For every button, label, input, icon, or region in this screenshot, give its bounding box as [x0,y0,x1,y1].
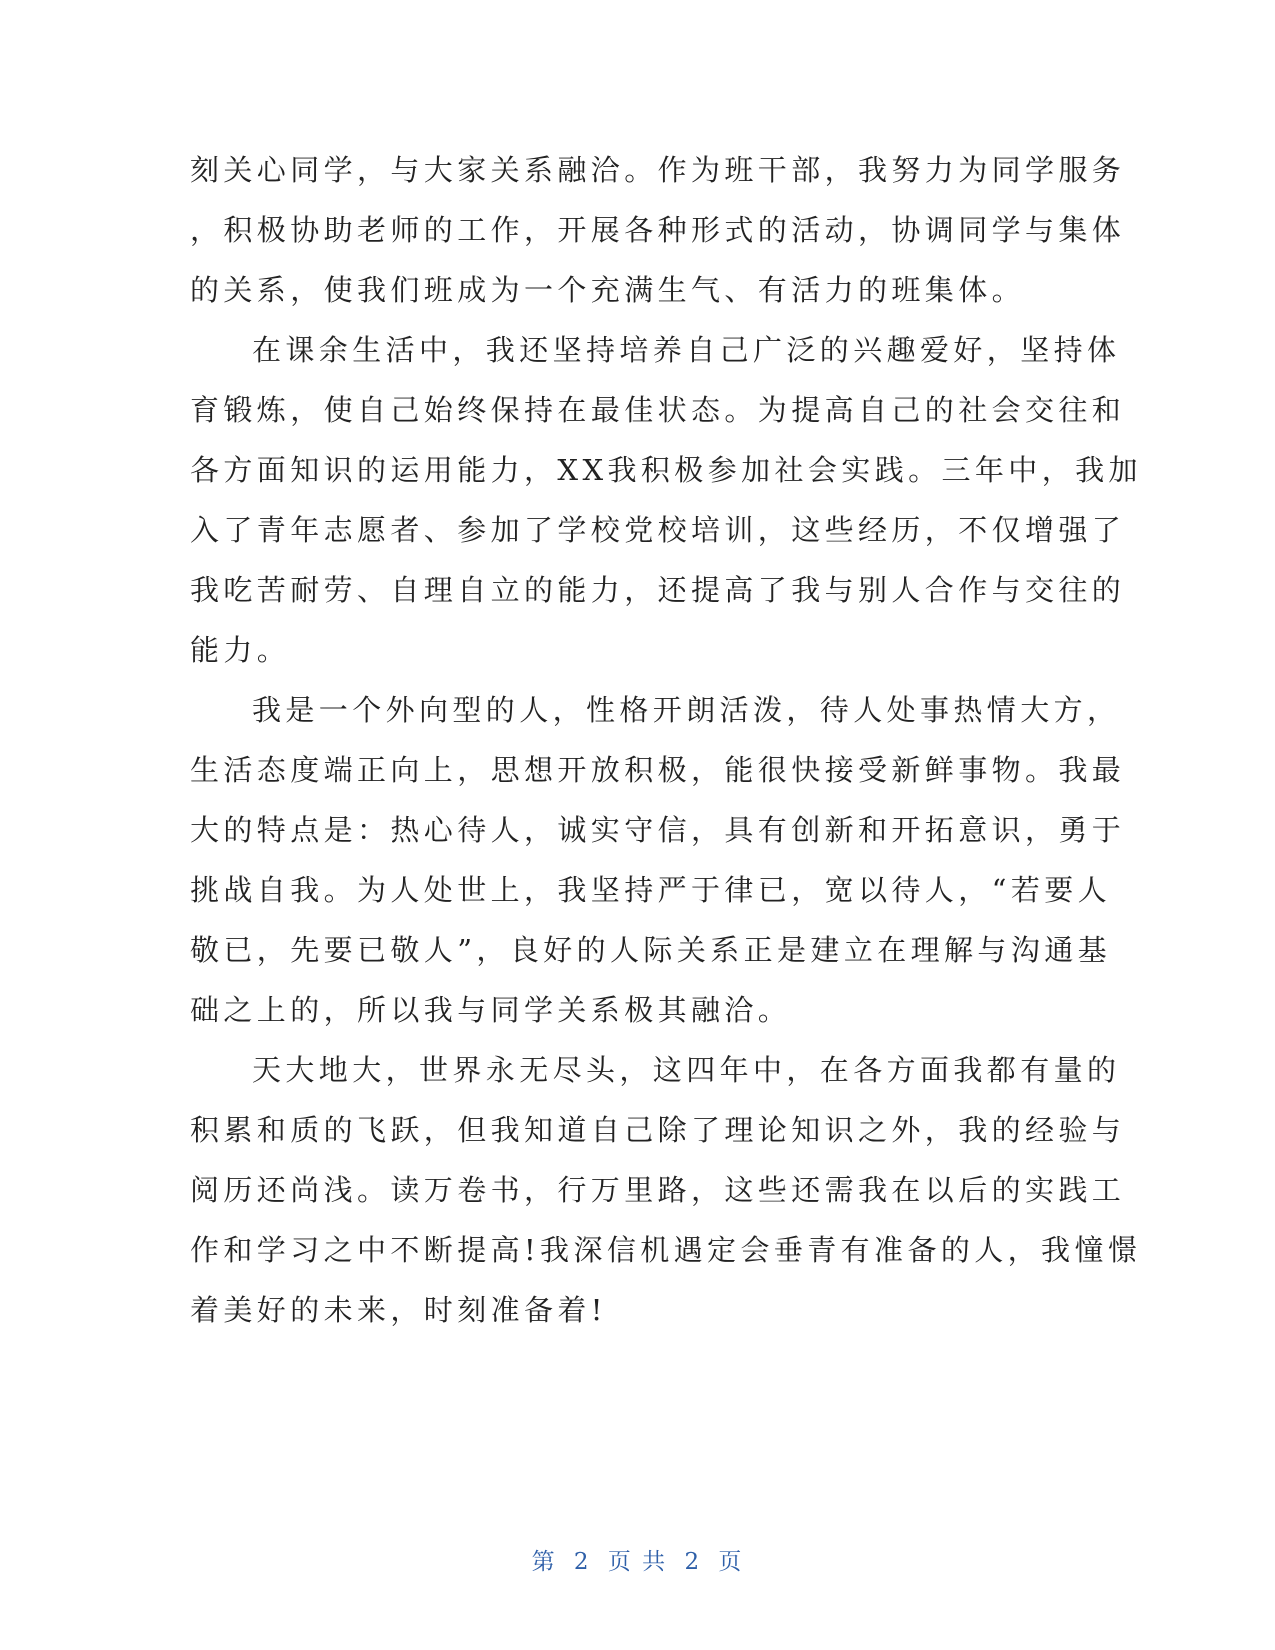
text-line: 大的特点是：热心待人，诚实守信，具有创新和开拓意识，勇于 [190,813,1126,847]
text-line: 作和学习之中不断提高!我深信机遇定会垂青有准备的人，我憧憬 [190,1233,1142,1267]
text-line: 育锻炼，使自己始终保持在最佳状态。为提高自己的社会交往和 [190,393,1126,427]
text-line: 敬已，先要已敬人”，良好的人际关系正是建立在理解与沟通基 [190,933,1112,967]
text-line: 着美好的未来，时刻准备着! [190,1293,607,1327]
document-body [190,140,1142,1340]
text-line: 我吃苦耐劳、自理自立的能力，还提高了我与别人合作与交往的 [190,573,1126,607]
text-line: 各方面知识的运用能力，XX我积极参加社会实践。三年中，我加 [190,453,1142,487]
text-line: 积累和质的飞跃，但我知道自己除了理论知识之外，我的经验与 [190,1113,1126,1147]
paragraph-start-line: 我是一个外向型的人，性格开朗活泼，待人处事热情大方， [252,693,1121,727]
current-page-number: 2 [573,1549,591,1575]
paragraph-start-line: 天大地大，世界永无尽头，这四年中，在各方面我都有量的 [252,1053,1121,1087]
footer-middle: 页 共 [607,1549,668,1575]
footer-prefix: 第 [531,1549,557,1575]
text-line: 刻关心同学，与大家关系融洽。作为班干部，我努力为同学服务 [190,153,1126,187]
text-line: ，积极协助老师的工作，开展各种形式的活动，协调同学与集体 [190,213,1126,247]
text-line: 础之上的，所以我与同学关系极其融洽。 [190,993,792,1027]
text-line: 能力。 [190,633,291,667]
footer-suffix: 页 [718,1549,744,1575]
paragraph-start-line: 在课余生活中，我还坚持培养自己广泛的兴趣爱好，坚持体 [252,333,1121,367]
page-footer [0,1543,1275,1576]
text-line: 的关系，使我们班成为一个充满生气、有活力的班集体。 [190,273,1026,307]
text-line: 阅历还尚浅。读万卷书，行万里路，这些还需我在以后的实践工 [190,1173,1126,1207]
text-line: 入了青年志愿者、参加了学校党校培训，这些经历，不仅增强了 [190,513,1126,547]
text-line: 挑战自我。为人处世上，我坚持严于律已，宽以待人，“若要人 [190,873,1112,907]
text-line: 生活态度端正向上，思想开放积极，能很快接受新鲜事物。我最 [190,753,1126,787]
total-page-number: 2 [684,1549,702,1575]
